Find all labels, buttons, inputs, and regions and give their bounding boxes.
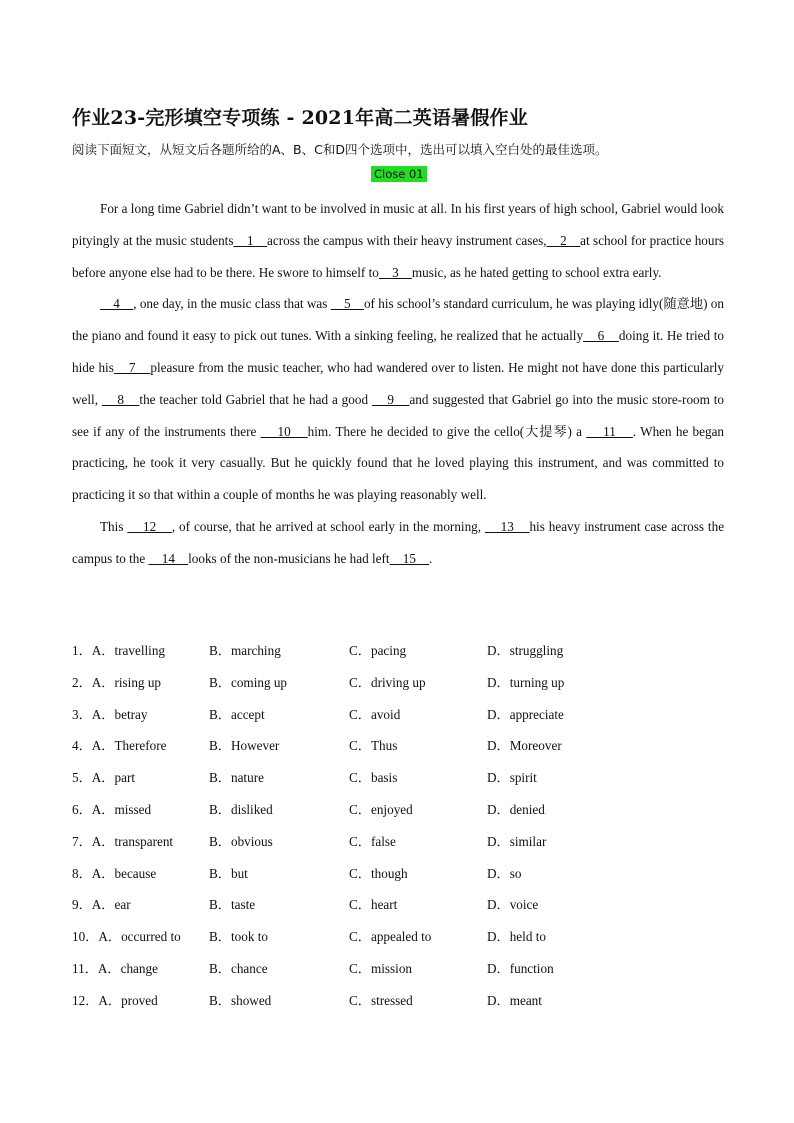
question-number: 4．A．Therefore: [72, 738, 167, 754]
passage: [72, 193, 724, 575]
option-row-10: [72, 926, 724, 958]
option-d: D．spirit: [487, 770, 537, 786]
option-row-1: [72, 640, 724, 672]
question-number: 5．A．part: [72, 770, 135, 786]
question-number: 2．A．rising up: [72, 674, 162, 690]
text-run: doing it. He tried to hide his: [72, 328, 724, 375]
question-number: 8．A．because: [72, 865, 157, 881]
question-number: 9．A．ear: [72, 897, 131, 913]
text-run: the teacher told Gabriel that he had a good: [139, 391, 369, 407]
option-a: A．change: [97, 960, 158, 976]
option-a: A．missed: [91, 801, 152, 817]
blank-13: 13: [484, 518, 530, 534]
blank-15: 15: [389, 550, 430, 566]
option-c: C．basis: [349, 770, 398, 786]
option-d: D．held to: [487, 929, 546, 945]
option-d: D．Moreover: [487, 738, 562, 754]
blank-11: 11: [586, 423, 633, 439]
option-d: D．meant: [487, 992, 542, 1008]
option-row-4: [72, 735, 724, 767]
paragraph-2: [72, 288, 724, 511]
option-a: A．part: [91, 770, 135, 786]
blank-9: 9: [371, 391, 410, 407]
option-c: C．though: [349, 865, 408, 881]
text-run: , of course, that he arrived at school early in the morning,: [171, 518, 482, 534]
text-run: at school for practice hours before anyone else had to be there. He swore to himself to: [72, 232, 725, 280]
option-b: B．showed: [209, 992, 272, 1008]
option-row-11: [72, 958, 724, 990]
blank-8: 8: [101, 391, 140, 407]
option-row-7: [72, 831, 724, 863]
option-b: B．However: [209, 738, 280, 754]
blank-2: 2: [546, 232, 581, 248]
text-run: his heavy instrument case across the campus to the: [72, 518, 725, 566]
option-row-3: [72, 704, 724, 736]
option-b: B．took to: [209, 929, 268, 945]
option-b: B．taste: [209, 897, 256, 913]
text-run: across the campus with their heavy instrument cases,: [267, 232, 547, 248]
option-a: A．because: [91, 865, 157, 881]
text-run: of his school’s standard curriculum, he was playing idly(随意地) on the piano and found it easy to pick out tunes. With a sinking feeling, he realized that he actually: [72, 296, 724, 344]
blank-12: 12: [127, 518, 172, 534]
blank-7: 7: [113, 359, 151, 375]
option-b: B．accept: [209, 706, 265, 722]
blank-1: 1: [233, 232, 268, 248]
option-c: C．stressed: [349, 992, 413, 1008]
option-d: D．turning up: [487, 674, 565, 690]
option-c: C．enjoyed: [349, 801, 413, 817]
option-a: A．transparent: [91, 833, 174, 849]
question-number: 12．A．proved: [72, 992, 158, 1008]
option-row-8: [72, 863, 724, 895]
option-a: A．betray: [91, 706, 148, 722]
blank-4: 4: [100, 296, 134, 312]
option-row-5: [72, 767, 724, 799]
option-d: D．similar: [487, 833, 547, 849]
text-run: pleasure from the music teacher, who had wandered over to listen. He might not have done this particularly well,: [72, 359, 724, 407]
text-run: looks of the non-musicians he had left: [188, 550, 390, 566]
text-run: .: [429, 550, 433, 566]
option-d: D．voice: [487, 897, 539, 913]
option-b: B．but: [209, 865, 248, 881]
text-run: music, as he hated getting to school extra early.: [411, 264, 662, 280]
option-b: B．disliked: [209, 801, 273, 817]
option-b: B．coming up: [209, 674, 288, 690]
options-list: [72, 640, 724, 1022]
option-row-9: [72, 894, 724, 926]
question-number: 10．A．occurred to: [72, 929, 181, 945]
option-d: D．denied: [487, 801, 545, 817]
option-b: B．marching: [209, 643, 281, 658]
blank-10: 10: [260, 423, 308, 439]
option-row-12: [72, 990, 724, 1022]
option-c: C．avoid: [349, 706, 401, 722]
question-number: 1．A．travelling: [72, 643, 166, 658]
text-run: him. There he decided to give the cello(大提琴) a: [307, 423, 582, 439]
text-run: This: [100, 518, 124, 534]
option-c: C．mission: [349, 960, 413, 976]
text-run: , one day, in the music class that was: [133, 296, 328, 312]
option-b: B．chance: [209, 960, 268, 976]
option-d: D．function: [487, 960, 554, 976]
blank-5: 5: [330, 296, 364, 312]
page-title: 作业23-完形填空专项练 - 2021年高二英语暑假作业: [72, 107, 528, 129]
option-d: D．appreciate: [487, 706, 564, 722]
option-d: D．so: [487, 865, 522, 881]
blank-14: 14: [148, 550, 189, 566]
text-run: For a long time Gabriel didn’t want to be involved in music at all. In his first years of high school, Gabriel would look pityingly at the music students: [72, 201, 724, 248]
option-a: A．proved: [98, 992, 158, 1008]
option-b: B．nature: [209, 770, 264, 786]
option-d: D．struggling: [487, 643, 564, 658]
paragraph-3: [72, 511, 724, 575]
option-row-2: [72, 672, 724, 704]
option-c: C．pacing: [349, 643, 407, 658]
blank-6: 6: [583, 328, 619, 344]
paragraph-1: [72, 193, 724, 288]
option-a: A．occurred to: [98, 929, 181, 945]
option-c: C．false: [349, 833, 396, 849]
question-number: 7．A．transparent: [72, 833, 174, 849]
option-a: A．ear: [91, 897, 131, 913]
option-b: B．obvious: [209, 833, 273, 849]
option-a: A．rising up: [91, 674, 162, 690]
question-number: 11．A．change: [72, 960, 158, 976]
option-c: C．driving up: [349, 674, 426, 690]
instructions: 阅读下面短文，从短文后各题所给的A、B、C和D四个选项中，选出可以填入空白处的最佳选项。: [72, 142, 608, 157]
option-c: C．Thus: [349, 738, 398, 754]
option-c: C．heart: [349, 897, 398, 913]
question-number: 3．A．betray: [72, 706, 148, 722]
question-number: 6．A．missed: [72, 801, 152, 817]
option-a: A．Therefore: [91, 738, 167, 754]
option-row-6: [72, 799, 724, 831]
text-run: and suggested that Gabriel go into the music store-room to see if any of the instruments there: [72, 391, 725, 439]
option-c: C．appealed to: [349, 929, 432, 945]
section-tag: Close 01: [371, 166, 427, 182]
blank-3: 3: [378, 264, 412, 280]
option-a: A．travelling: [91, 643, 166, 658]
text-run: . When he began practicing, he took it very casually. But he quickly found that he loved playing this instrument, and was committed to practicing it so that within a couple of months he was playing reasonably well.: [72, 423, 725, 503]
